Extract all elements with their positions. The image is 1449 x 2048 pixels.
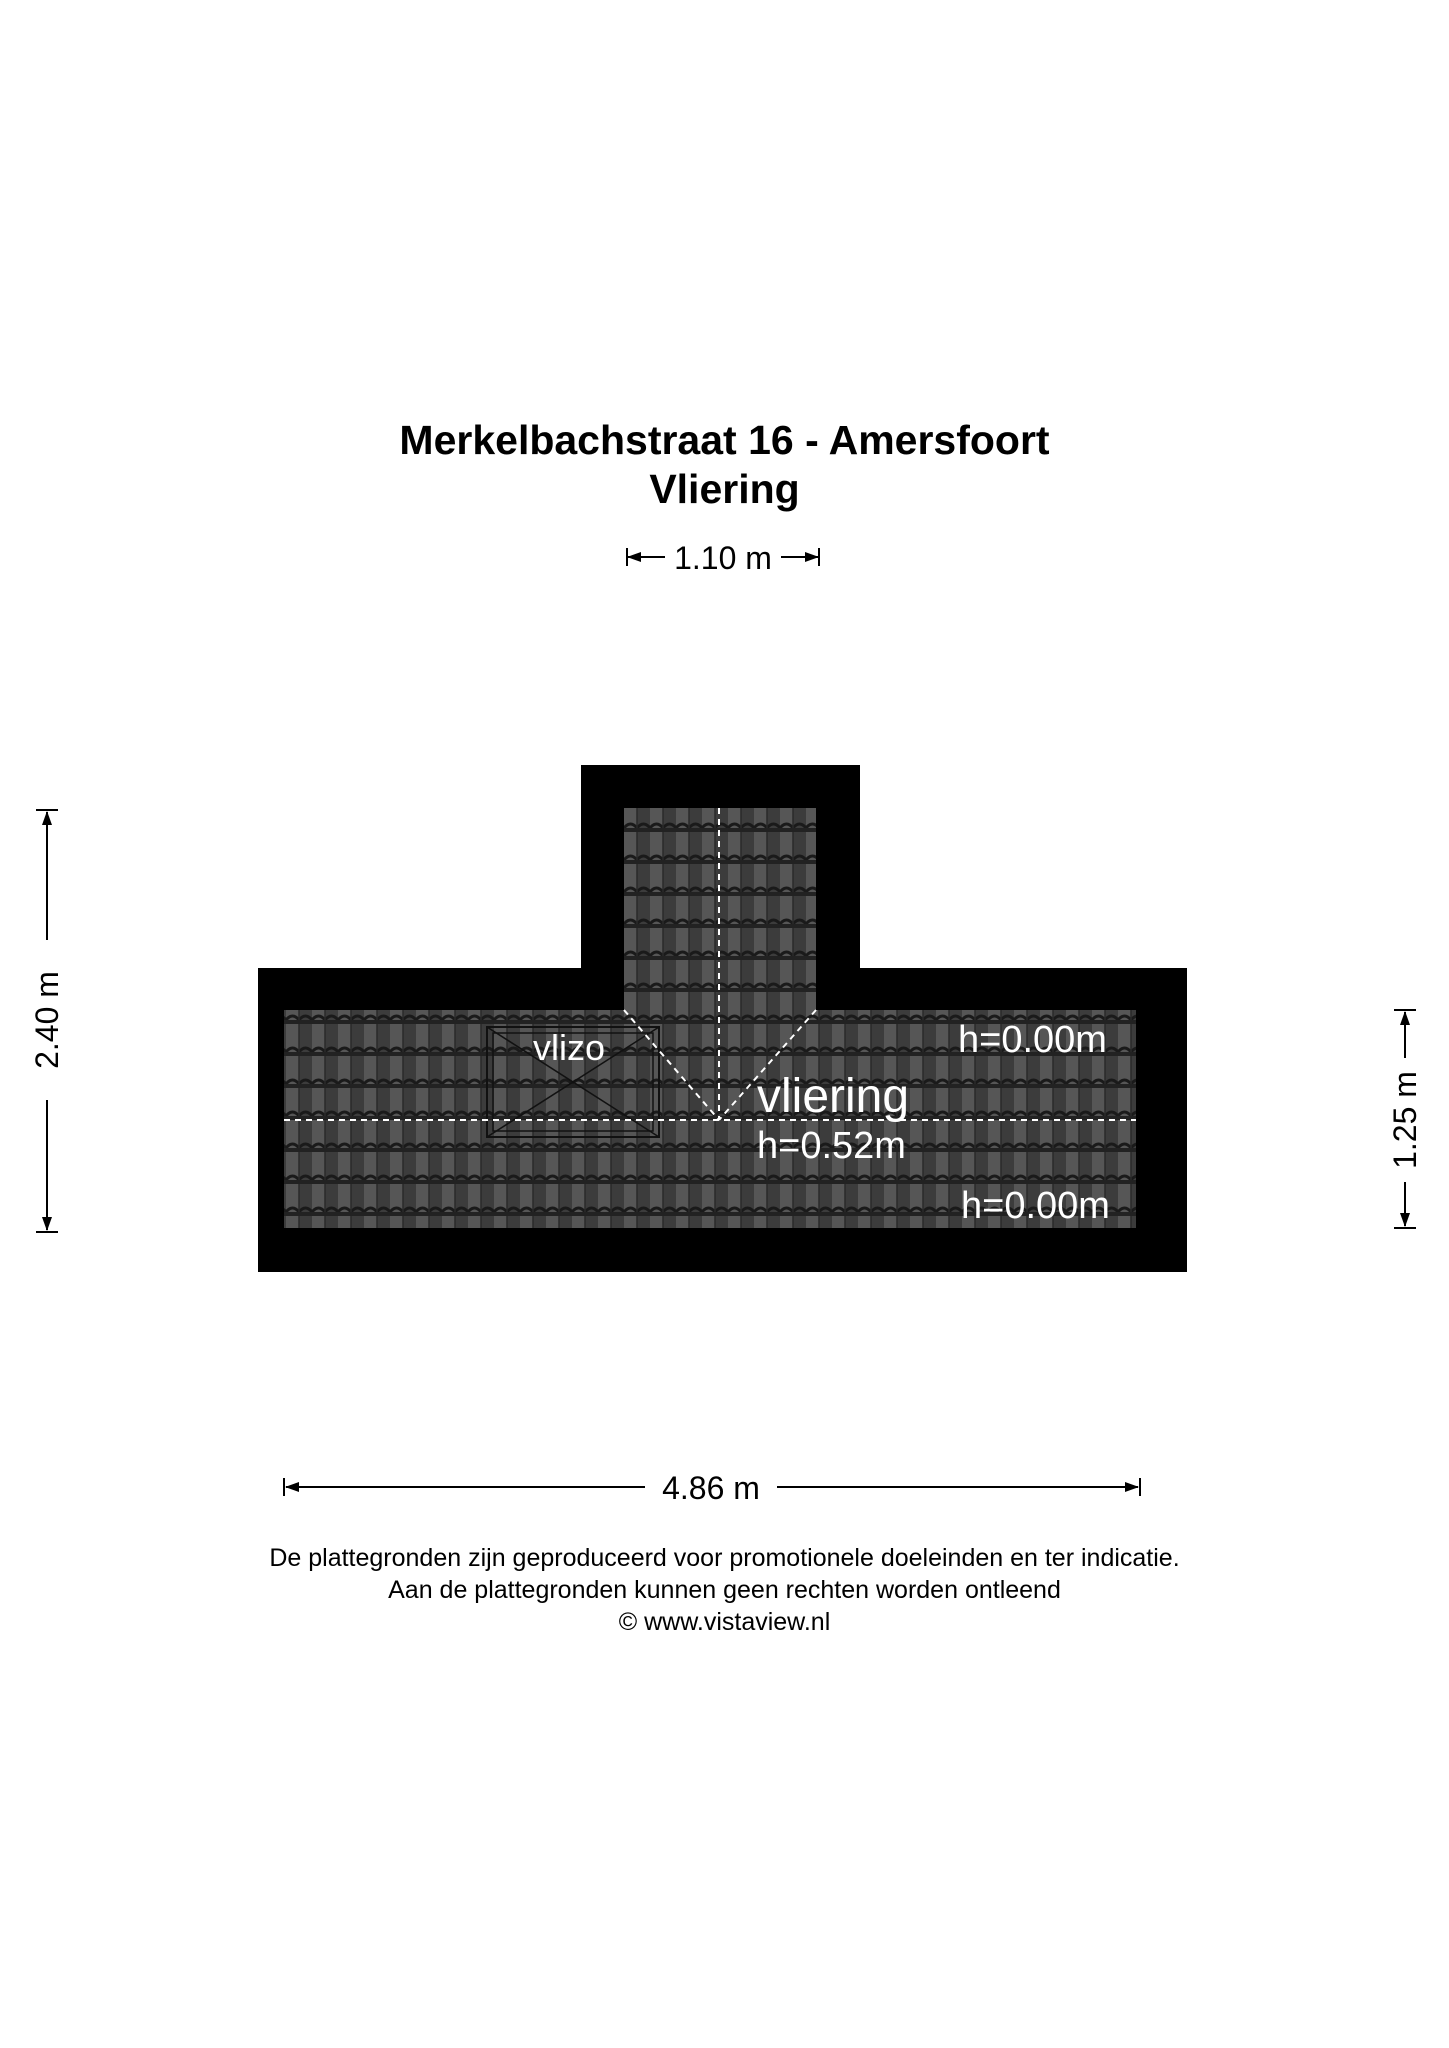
roof-tiles — [284, 808, 1136, 1228]
disclaimer-line-1: De plattegronden zijn geproduceerd voor promotionele doeleinden en ter indicatie. — [269, 1544, 1180, 1572]
dimension-top — [627, 540, 819, 576]
disclaimer-line-2: Aan de plattegronden kunnen geen rechten worden ontleend — [388, 1576, 1061, 1604]
floor-name: Vliering — [649, 466, 800, 512]
dimension-right-label: 1.25 m — [1387, 1071, 1423, 1169]
copyright-link[interactable]: © www.vistaview.nl — [618, 1608, 831, 1636]
dimension-top-label: 1.10 m — [674, 540, 772, 576]
room-height: h=0.52m — [757, 1125, 906, 1167]
dimension-bottom — [284, 1470, 1140, 1506]
dimension-left-label: 2.40 m — [29, 971, 65, 1069]
room-name: vliering — [757, 1070, 910, 1123]
dimension-right — [1387, 1010, 1423, 1228]
height-top-right: h=0.00m — [958, 1019, 1107, 1061]
plan-title: Merkelbachstraat 16 - Amersfoort — [399, 417, 1050, 463]
height-bottom-right: h=0.00m — [961, 1185, 1110, 1227]
dimension-bottom-label: 4.86 m — [662, 1470, 760, 1506]
dimension-left — [29, 810, 65, 1232]
hatch-label: vlizo — [533, 1027, 606, 1068]
